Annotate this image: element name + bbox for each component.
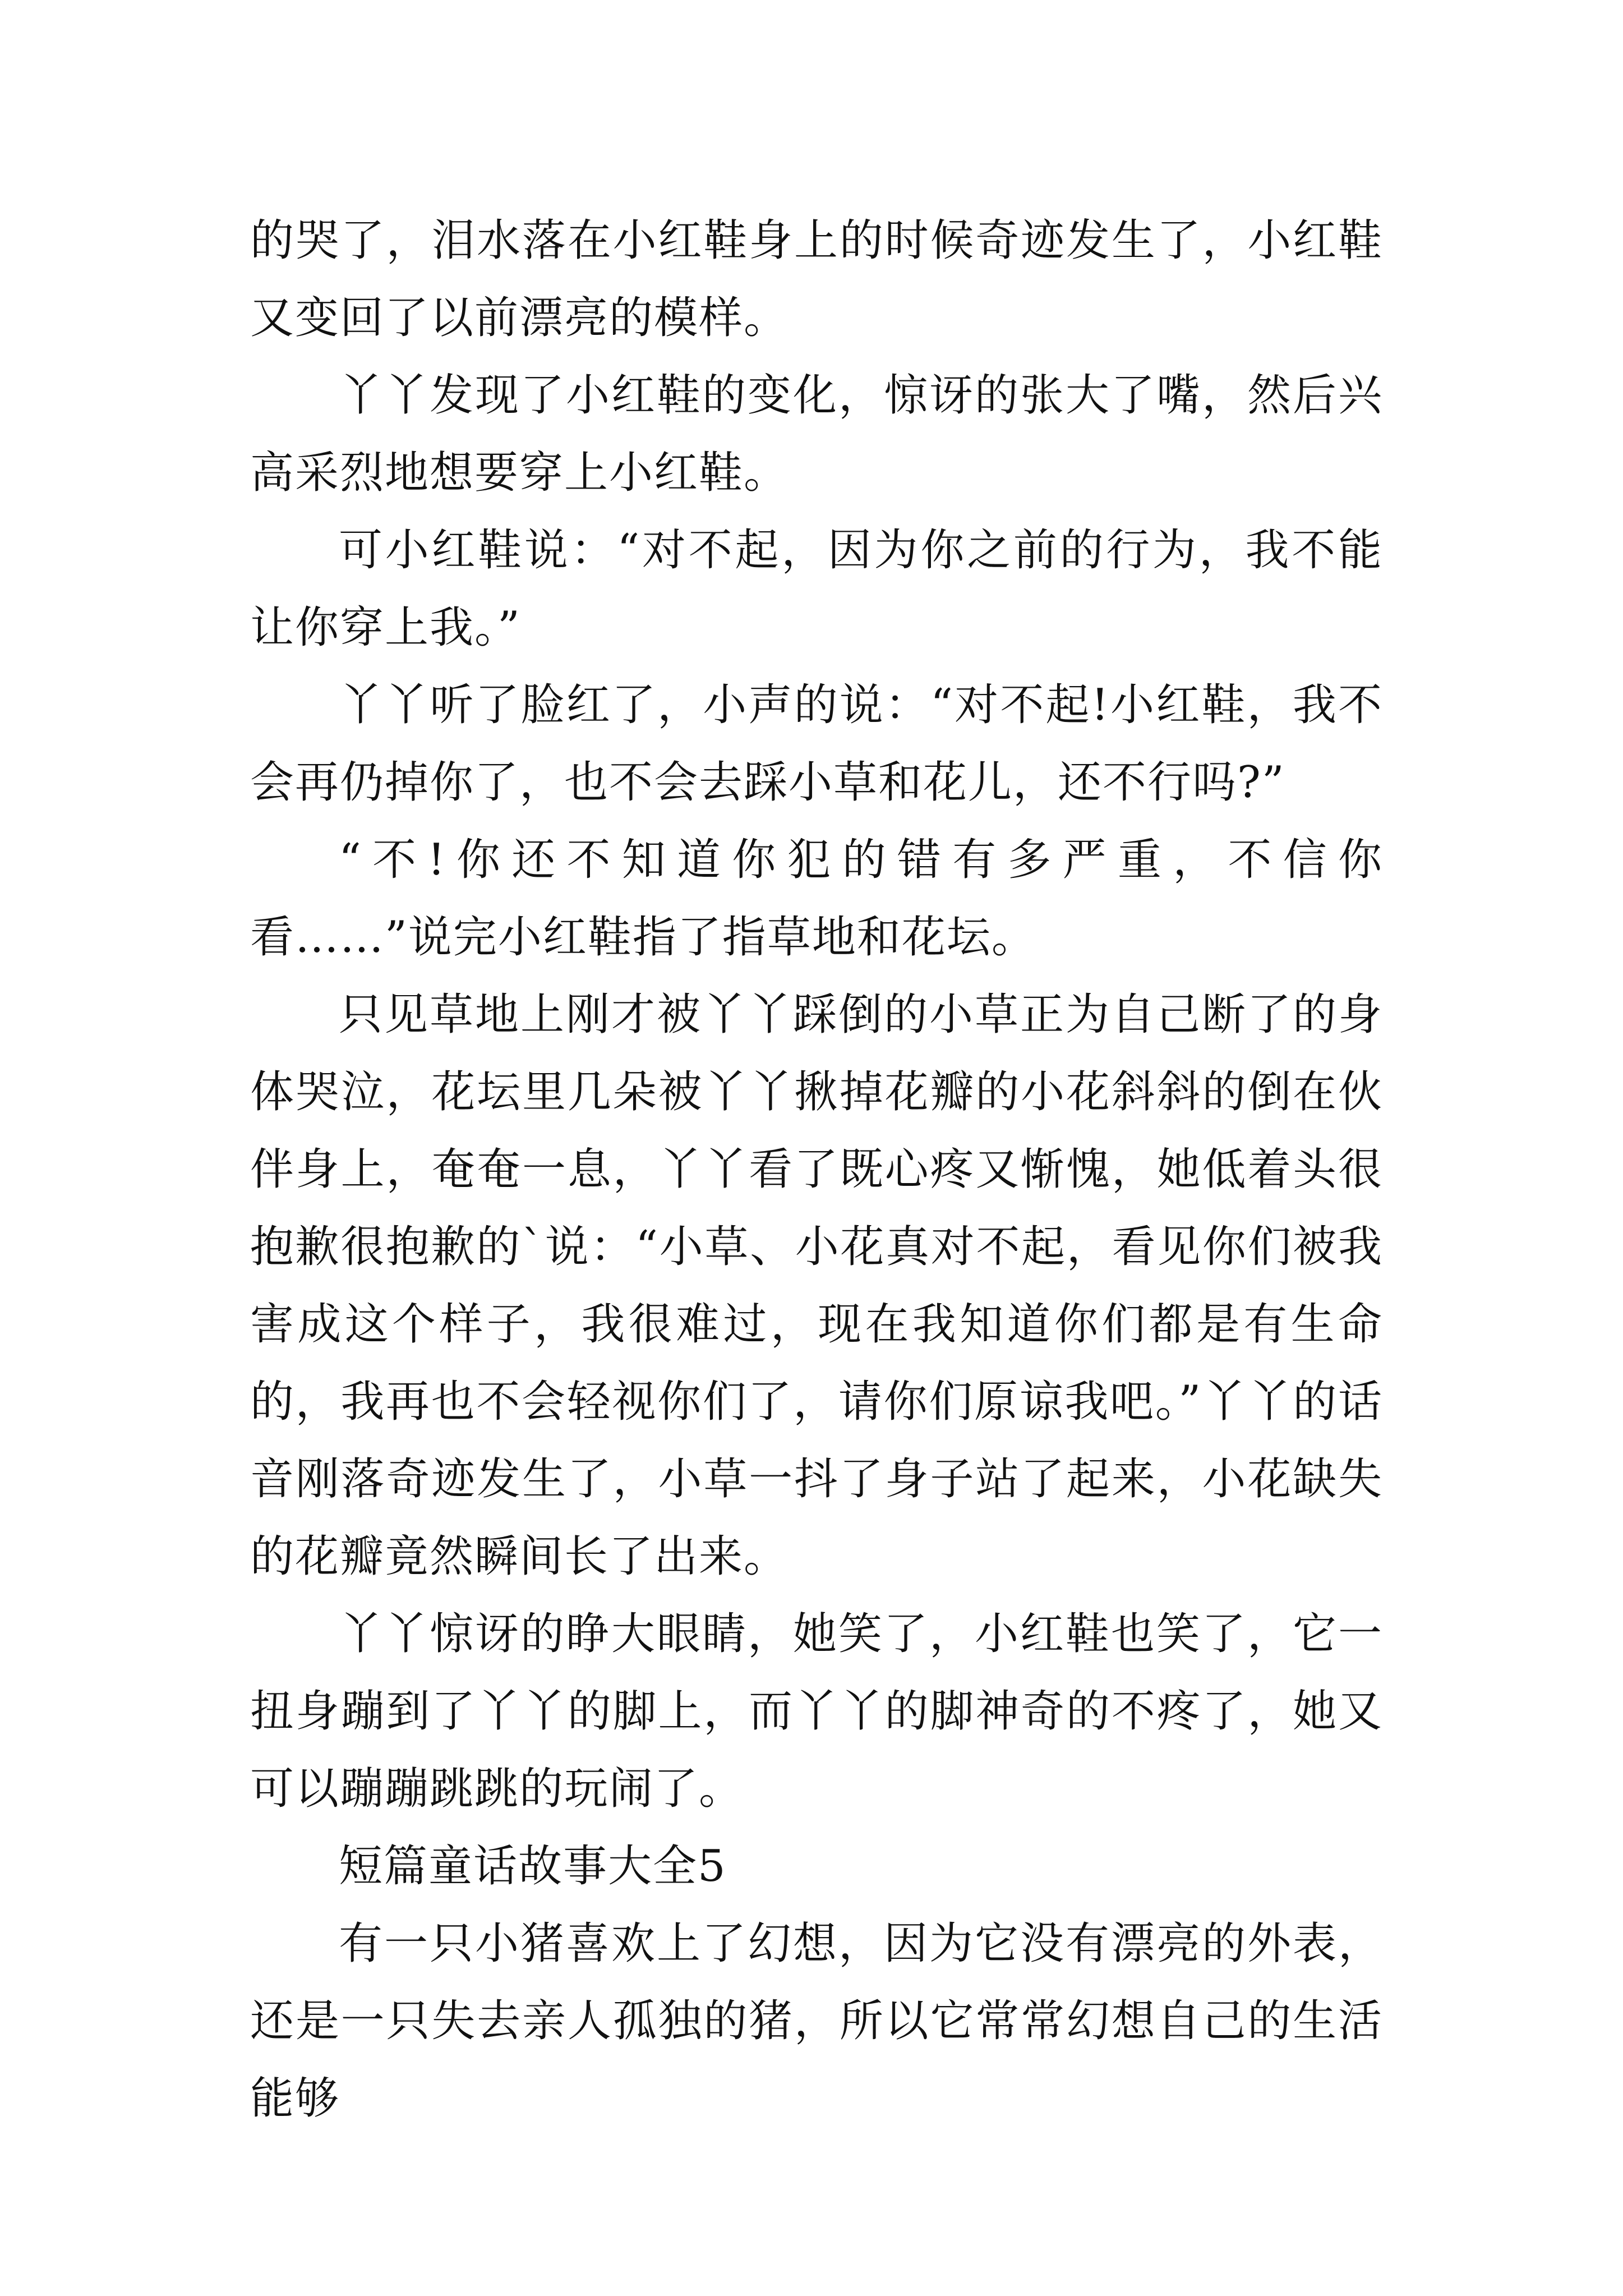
paragraph-7: 丫丫惊讶的睁大眼睛，她笑了，小红鞋也笑了，它一扭身蹦到了丫丫的脚上，而丫丫的脚神奇的不疼了，她又可以蹦蹦跳跳的玩闹了。 — [250, 1609, 1383, 1814]
document-body — [250, 202, 1383, 2137]
paragraph-8: 有一只小猪喜欢上了幻想，因为它没有漂亮的外表，还是一只失去亲人孤独的猪，所以它常常幻想自己的生活能够 — [250, 1918, 1383, 2124]
paragraph-4: 丫丫听了脸红了，小声的说：“对不起!小红鞋，我不会再仍掉你了，也不会去踩小草和花儿，还不行吗?” — [250, 680, 1383, 808]
paragraph-1: 的哭了，泪水落在小红鞋身上的时候奇迹发生了，小红鞋又变回了以前漂亮的模样。 — [250, 215, 1383, 343]
section-heading: 短篇童话故事大全5 — [339, 1841, 727, 1892]
paragraph-5: “不!你还不知道你犯的错有多严重，不信你看……”说完小红鞋指了指草地和花坛。 — [250, 835, 1383, 963]
paragraph-2: 丫丫发现了小红鞋的变化，惊讶的张大了嘴，然后兴高采烈地想要穿上小红鞋。 — [250, 370, 1383, 498]
paragraph-3: 可小红鞋说：“对不起，因为你之前的行为，我不能让你穿上我。” — [250, 525, 1383, 653]
paragraph-6: 只见草地上刚才被丫丫踩倒的小草正为自己断了的身体哭泣，花坛里几朵被丫丫揪掉花瓣的小花斜斜的倒在伙伴身上，奄奄一息，丫丫看了既心疼又惭愧，她低着头很抱歉很抱歉的`说：“小草、小花真对不起，看见你们被我害成这个样子，我很难过，现在我知道你们都是有生命的，我再也不会轻视你们了，请你们原谅我吧。”丫丫的话音刚落奇迹发生了，小草一抖了身子站了起来，小花缺失的花瓣竟然瞬间长了出来。 — [250, 990, 1383, 1582]
